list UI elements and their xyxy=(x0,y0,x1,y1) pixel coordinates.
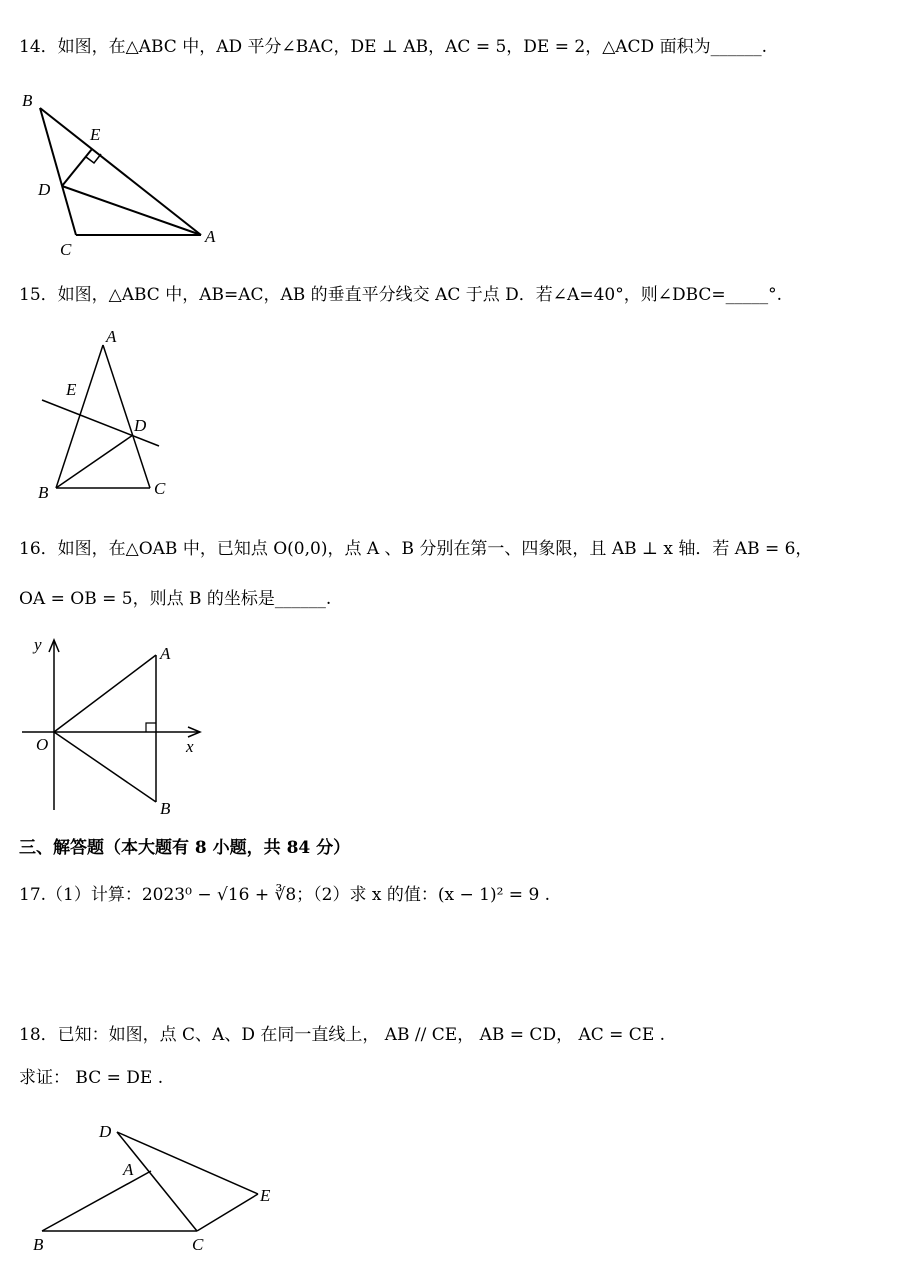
section-3-heading: 三、解答题（本大题有 8 小题，共 84 分） xyxy=(19,838,351,858)
q18-label-A: A xyxy=(123,1160,134,1179)
q15-label-B: B xyxy=(38,483,49,502)
q16-coordinate-figure xyxy=(18,630,218,820)
question-18-text-line2: 求证： BC = DE . xyxy=(19,1068,164,1088)
q16-label-x: x xyxy=(186,737,194,756)
q14-triangle-figure xyxy=(18,88,228,258)
question-18-text-line1: 18．已知：如图，点 C、A、D 在同一直线上， AB // CE， AB = CD， AC = CE . xyxy=(19,1025,666,1045)
question-17-text: 17.（1）计算：2023⁰ − √16 + ∛8；（2）求 x 的值：(x − 1)² = 9 . xyxy=(19,885,551,905)
q18-label-B: B xyxy=(33,1235,44,1254)
q14-label-A: A xyxy=(205,227,216,246)
q15-label-C: C xyxy=(154,479,166,498)
question-15-text: 15．如图，△ABC 中，AB=AC，AB 的垂直平分线交 AC 于点 D．若∠A=40°，则∠DBC=_____°. xyxy=(19,285,783,305)
q14-label-C: C xyxy=(60,240,72,258)
q18-label-C: C xyxy=(192,1235,204,1254)
q16-label-A: A xyxy=(160,644,171,663)
q18-label-E: E xyxy=(260,1186,271,1205)
q18-triangle-figure xyxy=(25,1115,285,1265)
q15-label-A: A xyxy=(106,327,117,346)
q15-label-D: D xyxy=(134,416,147,435)
q16-label-y: y xyxy=(34,635,42,654)
q14-label-E: E xyxy=(90,125,101,144)
q16-label-O: O xyxy=(36,735,49,754)
question-14-text: 14．如图，在△ABC 中，AD 平分∠BAC，DE ⊥ AB，AC = 5，DE = 2，△ACD 面积为______. xyxy=(19,37,767,57)
q18-label-D: D xyxy=(99,1122,112,1141)
q14-label-B: B xyxy=(22,91,33,110)
q15-label-E: E xyxy=(66,380,77,399)
question-16-text-line2: OA = OB = 5，则点 B 的坐标是______. xyxy=(19,589,332,609)
q14-label-D: D xyxy=(38,180,51,199)
q16-label-B: B xyxy=(160,799,171,818)
q15-triangle-figure xyxy=(30,325,180,505)
question-16-text-line1: 16．如图，在△OAB 中，已知点 O(0,0)，点 A 、B 分别在第一、四象限，且 AB ⊥ x 轴．若 AB = 6， xyxy=(19,539,813,559)
